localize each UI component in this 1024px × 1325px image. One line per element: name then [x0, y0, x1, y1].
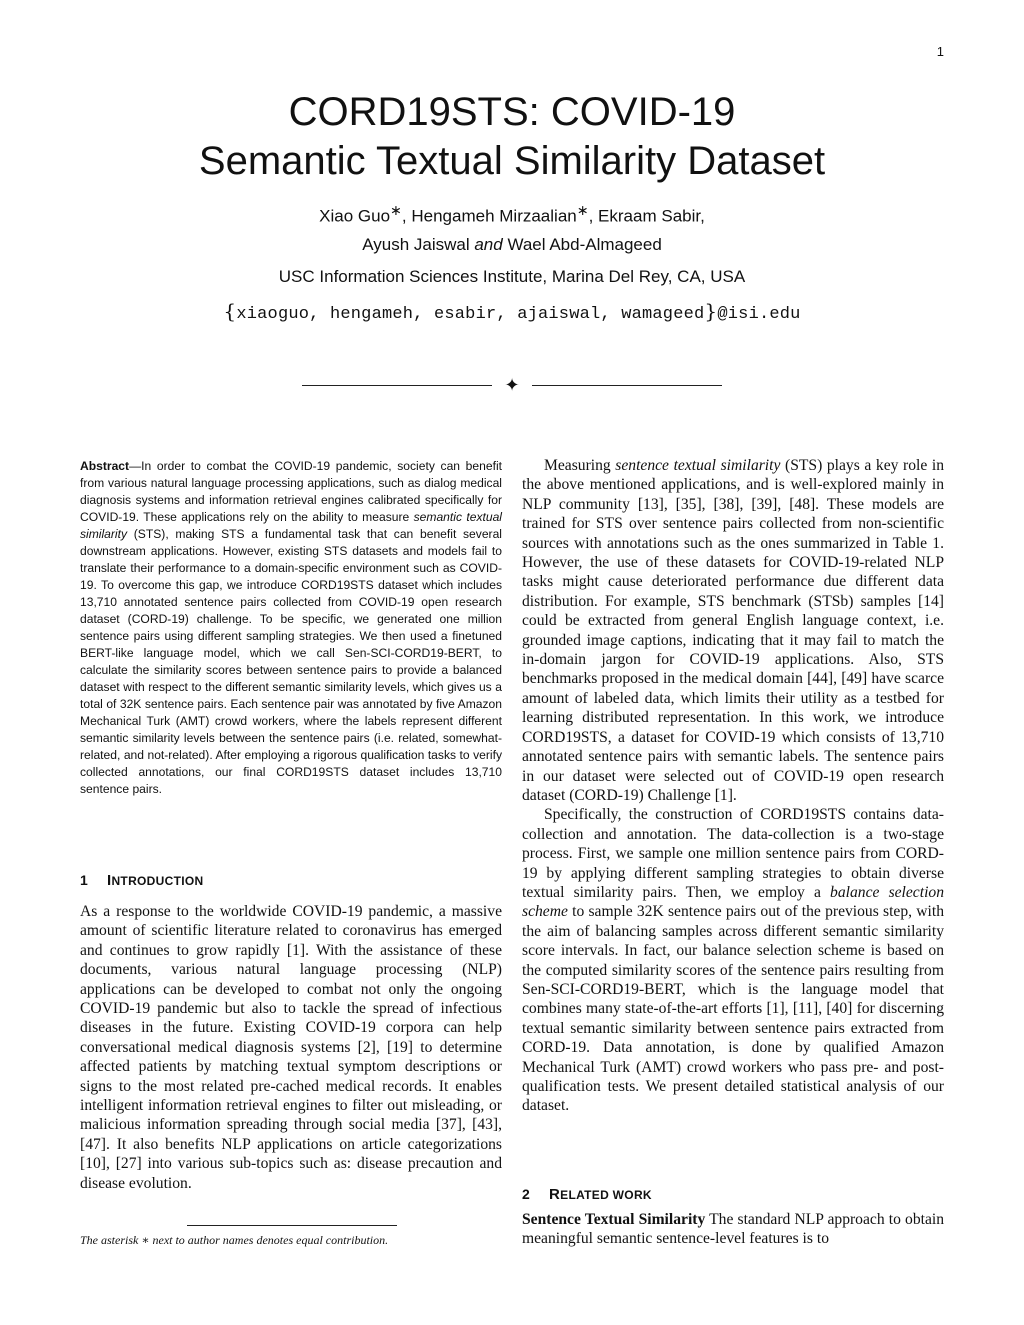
author-emails — [0, 299, 1024, 324]
right-column — [522, 456, 944, 1248]
page-number: 1 — [936, 44, 944, 59]
introduction-paragraph: As a response to the worldwide COVID-19 pandemic, a massive amount of scientific literature related to coronavirus has emerged and continues to grow rapidly [1]. With the assistance of these documents, various natural language processing (NLP) applications can be developed to combat not only the ongoing COVID-19 pandemic but also to tackle the spread of infectious diseases in the future. Existing COVID-19 corpora can help conversational medical diagnosis systems [2], [19] to determine affected patients by matching textual symptom descriptions or signs to the most related pre-cached medical records. It enables intelligent information retrieval engines to filter out misleading, or malicious information spreading through social media [37], [43], [47]. It also benefits NLP applications on article categorizations [10], [27] into various sub-topics such as: disease precaution and disease evolution. — [80, 903, 502, 1192]
author-name: Wael Abd-Almageed — [502, 235, 662, 254]
abstract-text: In order to combat the COVID-19 pandemic, society can benefit from various natural language processing applications, such as dialog medical diagnosis systems and information retrieval engines calibrated specifically for COVID-19. These applications rely on the ability to measure — [80, 459, 502, 524]
paragraph-text: (STS) plays a key role in the above mentioned applications, and is well-explored mainly in NLP community [13], [35], [38], [39], [48]. These models are trained for STS over sentence pairs collected from non-scientific sources with annotations such as the ones summarized in Table 1. However, the use of these datasets for COVID-19-related NLP tasks might cause deteriorated performance due different data distribution. For example, STS benchmark (STSb) samples [14] could be extracted from general English language context, i.e. grounded image captions, indicating that it may fail to match the in-domain jargon for COVID-19 applications. Also, STS benchmarks proposed in the medical domain [44], [49] have scarce amount of labeled data, which limits their utility as a testbed for learning distributed representation. In this work, we introduce CORD19STS, a dataset for COVID-19 which consists of 13,710 annotated sentence pairs with semantic labels. The sentence pairs in our dataset were selected out of COVID-19 open research dataset (CORD-19) Challenge [1]. — [522, 457, 944, 804]
section-title-initial: R — [549, 1186, 561, 1203]
section-heading-related-work — [522, 1186, 652, 1203]
abstract-text: (STS), making STS a fundamental task that can benefit several downstream applications. However, existing STS datasets and models fail to translate their performance to a domain-specific environment such as COVID-19. To overcome this gap, we introduce CORD19STS dataset which includes 13,710 annotated sentence pairs collected from COVID-19 open research dataset (CORD-19) challenge. To be specific, we generated one million sentence pairs using different sampling strategies. We then used a finetuned BERT-like language model, which we call Sen-SCI-CORD19-BERT, to calculate the similarity scores between sentence pairs to provide a balanced dataset with respect to the different semantic similarity levels, which gives us a total of 32K sentence pairs. Each sentence pair was annotated by five Amazon Mechanical Turk (AMT) crowd workers, where the labels represent different semantic similarity levels between the sentence pairs (i.e. related, somewhat-related, and not-related). After employing a rigorous qualification tasks to verify collected annotations, our final CORD19STS dataset includes 13,710 sentence pairs. — [80, 527, 502, 796]
paragraph-emphasis: sentence textual similarity — [615, 457, 781, 474]
footnote: The asterisk ∗ next to author names denotes equal contribution. — [80, 1233, 389, 1247]
abstract-label: Abstract — [80, 459, 130, 473]
author-and: and — [474, 235, 503, 254]
author-line-1 — [0, 203, 1024, 227]
email-brace-open: { — [223, 299, 237, 323]
email-usernames: xiaoguo, hengameh, esabir, ajaiswal, wamageed — [236, 305, 705, 324]
author-name: , Ekraam Sabir, — [588, 206, 705, 226]
footnote-rule — [187, 1225, 397, 1226]
title-divider — [302, 376, 722, 396]
section-heading-introduction — [80, 872, 203, 889]
divider-rule-left — [302, 385, 492, 386]
paragraph-emphasis: balance selection scheme — [522, 883, 944, 921]
author-name: Ayush Jaiswal — [362, 235, 475, 254]
paragraph-text: The standard NLP approach to obtain meaningful semantic sentence-level features is to — [522, 1211, 944, 1248]
paragraph-text: Measuring — [544, 457, 616, 474]
section-title-rest: NTRODUCTION — [111, 874, 204, 888]
related-work-paragraph — [522, 1210, 944, 1249]
section-title-rest: ELATED WORK — [560, 1188, 652, 1202]
abstract — [80, 458, 502, 798]
paragraph-text: Specifically, the construction of CORD19STS contains data-collection and annotation. The data-collection is a two-stage process. First, we sample one million sentence pairs from CORD-19 by applying different sampling strategies to obtain diverse textual similarity pairs. Then, we employ a — [522, 806, 944, 901]
email-domain: @isi.edu — [717, 305, 801, 324]
left-column — [80, 458, 502, 1247]
equal-contribution-mark: ∗ — [576, 203, 589, 219]
paragraph-text: to sample 32K sentence pairs out of the previous step, with the aim of balancing samples across different semantic similarity score intervals. In fact, our balance selection scheme is based on the computed similarity scores of the sentence pairs resulting from Sen-SCI-CORD19-BERT, which is the language model that combines many state-of-the-art efforts [1], [11], [40] for discerning textual semantic similarity between sentence pairs extracted from CORD-19. Data annotation, is done by qualified Amazon Mechanical Turk (AMT) crowd workers who pass pre- and post- qualification tests. We present detailed statistical analysis of our dataset. — [522, 903, 944, 1115]
body-paragraph — [522, 805, 944, 1116]
runin-heading: Sentence Textual Similarity — [522, 1211, 706, 1228]
section-number: 2 — [522, 1186, 531, 1202]
abstract-dash: — — [129, 459, 142, 473]
paper-title — [0, 88, 1024, 186]
title-line-2: Semantic Textual Similarity Dataset — [198, 139, 826, 183]
email-brace-close: } — [704, 299, 718, 323]
author-line-2 — [0, 235, 1024, 255]
affiliation: USC Information Sciences Institute, Marina Del Rey, CA, USA — [278, 267, 746, 286]
section-number: 1 — [80, 872, 89, 888]
section-title-initial: I — [107, 872, 112, 889]
author-name: Xiao Guo — [319, 206, 391, 226]
divider-diamond-icon: ✦ — [504, 375, 520, 395]
abstract-emphasis: semantic textual similarity — [80, 510, 502, 541]
title-line-1: CORD19STS: COVID-19 — [288, 90, 736, 134]
author-name: , Hengameh Mirzaalian — [401, 206, 577, 226]
body-paragraph — [522, 456, 944, 805]
equal-contribution-mark: ∗ — [390, 203, 402, 219]
divider-rule-right — [532, 385, 722, 386]
